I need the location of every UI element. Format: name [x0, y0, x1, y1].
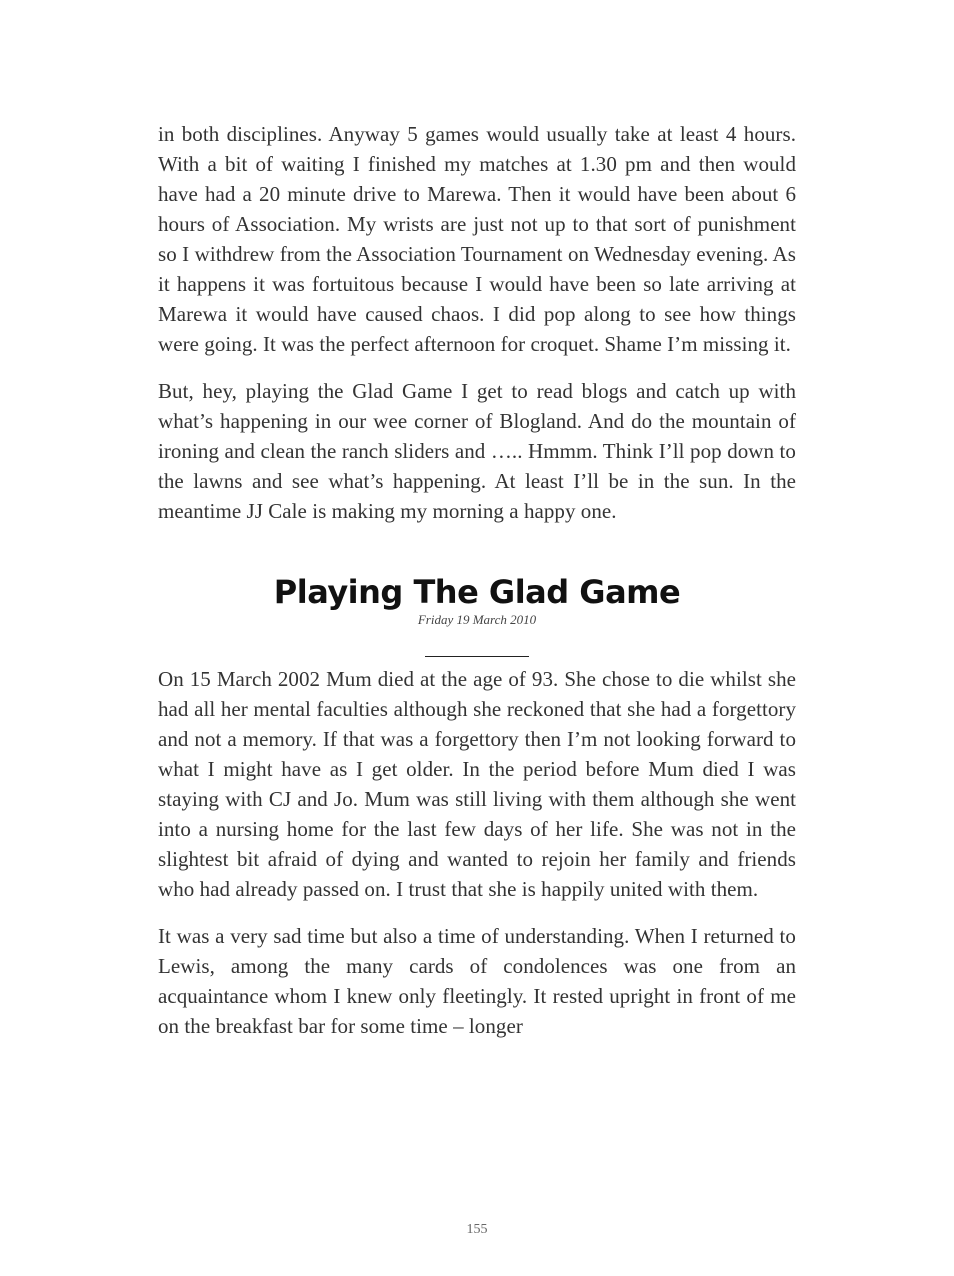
body-paragraph: It was a very sad time but also a time of understanding. When I returned to Lewis, among the many cards of condolences was one from an acquaintance whom I knew only fleetingly. It rested upright in front of me on the breakfast bar for some time – longer — [158, 924, 796, 1038]
article-body — [158, 664, 796, 1041]
body-paragraph: in both disciplines. Anyway 5 games would usually take at least 4 hours. With a bit of waiting I finished my matches at 1.30 pm and then would have had a 20 minute drive to Marewa. Then it would have been about 6 hours of Association. My wrists are just not up to that sort of punishment so I withdrew from the Association Tournament on Wednesday evening. As it happens it was fortuitous because I would have been so late arriving at Marewa it would have caused chaos. I did pop along to see how things were going. It was the perfect afternoon for croquet. Shame I’m missing it. — [158, 122, 796, 356]
body-paragraph: On 15 March 2002 Mum died at the age of 93. She chose to die whilst she had all her mental faculties although she reckoned that she had a forgettory and not a memory. If that was a forgettory then I’m not looking forward to what I might have as I get older. In the period before Mum died I was staying with CJ and Jo. Mum was still living with them although she went into a nursing home for the last few days of her life. She was not in the slightest bit afraid of dying and wanted to rejoin her family and friends who had already passed on. I trust that she is happily united with them. — [158, 667, 796, 901]
article-title: Playing The Glad Game — [273, 573, 681, 611]
body-paragraph: But, hey, playing the Glad Game I get to read blogs and catch up with what’s happening in our wee corner of Blogland. And do the mountain of ironing and clean the ranch sliders and ….. Hmmm. Think I’ll pop down to the lawns and see what’s happening. At least I’ll be in the sun. In the meantime JJ Cale is making my morning a happy one. — [158, 379, 796, 523]
page-content — [158, 119, 796, 1041]
article-date: Friday 19 March 2010 — [417, 612, 537, 627]
article-heading — [158, 570, 796, 657]
title-divider — [425, 656, 529, 657]
page-number: 155 — [466, 1222, 488, 1237]
